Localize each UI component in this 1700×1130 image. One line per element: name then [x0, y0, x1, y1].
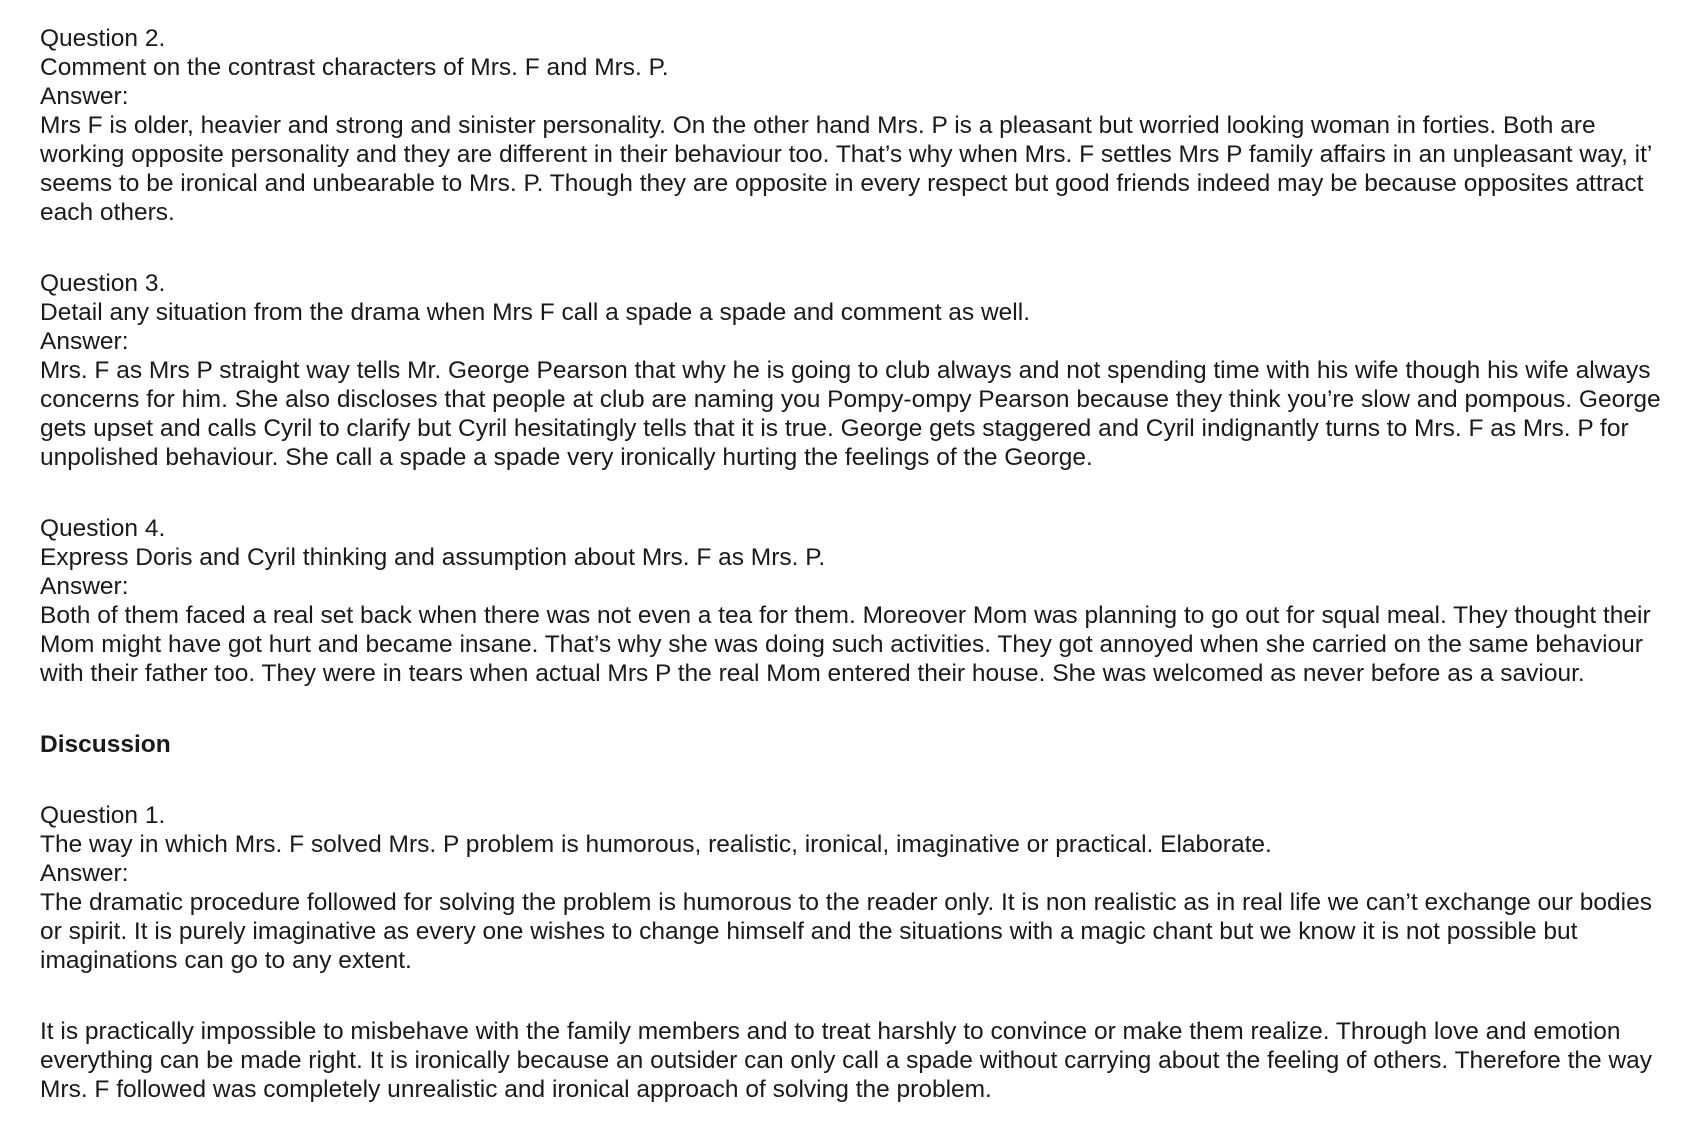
question-label: Question 1. [40, 802, 166, 829]
question-block-2 [40, 24, 1670, 227]
question-text: Comment on the contrast characters of Mrs. F and Mrs. P. [40, 54, 669, 81]
answer-text: Mrs. F as Mrs P straight way tells Mr. George Pearson that why he is going to club always and not spending time with his wife though his wife always concerns for him. She also discloses that people at club are naming you Pompy-ompy Pearson because they think you’re slow and pompous. George gets upset and calls Cyril to clarify but Cyril hesitatingly tells that it is true. George gets staggered and Cyril indignantly turns to Mrs. F as Mrs. P for unpolished behaviour. She call a spade a spade very ironically hurting the feelings of the George. [40, 357, 1661, 471]
answer-label: Answer: [40, 573, 129, 600]
discussion-heading: Discussion [40, 731, 171, 758]
question-block-4 [40, 514, 1670, 688]
answer-continued-text: It is practically impossible to misbehave with the family members and to treat harshly to convince or make them realize. Through love and emotion everything can be made right. It is ironically because an outsider can only call a spade without carrying about the feeling of others. Therefore the way Mrs. F followed was completely unrealistic and ironical approach of solving the problem. [40, 1018, 1653, 1103]
answer-label: Answer: [40, 83, 129, 110]
question-label: Question 3. [40, 270, 166, 297]
discussion-question-block-1 [40, 801, 1670, 975]
answer-text: Both of them faced a real set back when there was not even a tea for them. Moreover Mom was planning to go out for squal meal. They thought their Mom might have got hurt and became insane. That’s why she was doing such activities. They got annoyed when she carried on the same behaviour with their father too. They were in tears when actual Mrs P the real Mom entered their house. She was welcomed as never before as a saviour. [40, 602, 1651, 687]
question-label: Question 2. [40, 25, 166, 52]
question-block-3 [40, 269, 1670, 472]
question-label: Question 4. [40, 515, 166, 542]
question-text: Detail any situation from the drama when Mrs F call a spade a spade and comment as well. [40, 299, 1031, 326]
question-text: The way in which Mrs. F solved Mrs. P problem is humorous, realistic, ironical, imaginative or practical. Elaborate. [40, 831, 1272, 858]
answer-label: Answer: [40, 328, 129, 355]
answer-label: Answer: [40, 860, 129, 887]
answer-text: The dramatic procedure followed for solving the problem is humorous to the reader only. It is non realistic as in real life we can’t exchange our bodies or spirit. It is purely imaginative as every one wishes to change himself and the situations with a magic chant but we know it is not possible but imaginations can go to any extent. [40, 889, 1652, 974]
question-text: Express Doris and Cyril thinking and assumption about Mrs. F as Mrs. P. [40, 544, 826, 571]
answer-text: Mrs F is older, heavier and strong and sinister personality. On the other hand Mrs. P is a pleasant but worried looking woman in forties. Both are working opposite personality and they are different in their behaviour too. That’s why when Mrs. F settles Mrs P family affairs in an unpleasant way, it’ seems to be ironical and unbearable to Mrs. P. Though they are opposite in every respect but good friends indeed may be because opposites attract each others. [40, 112, 1652, 226]
